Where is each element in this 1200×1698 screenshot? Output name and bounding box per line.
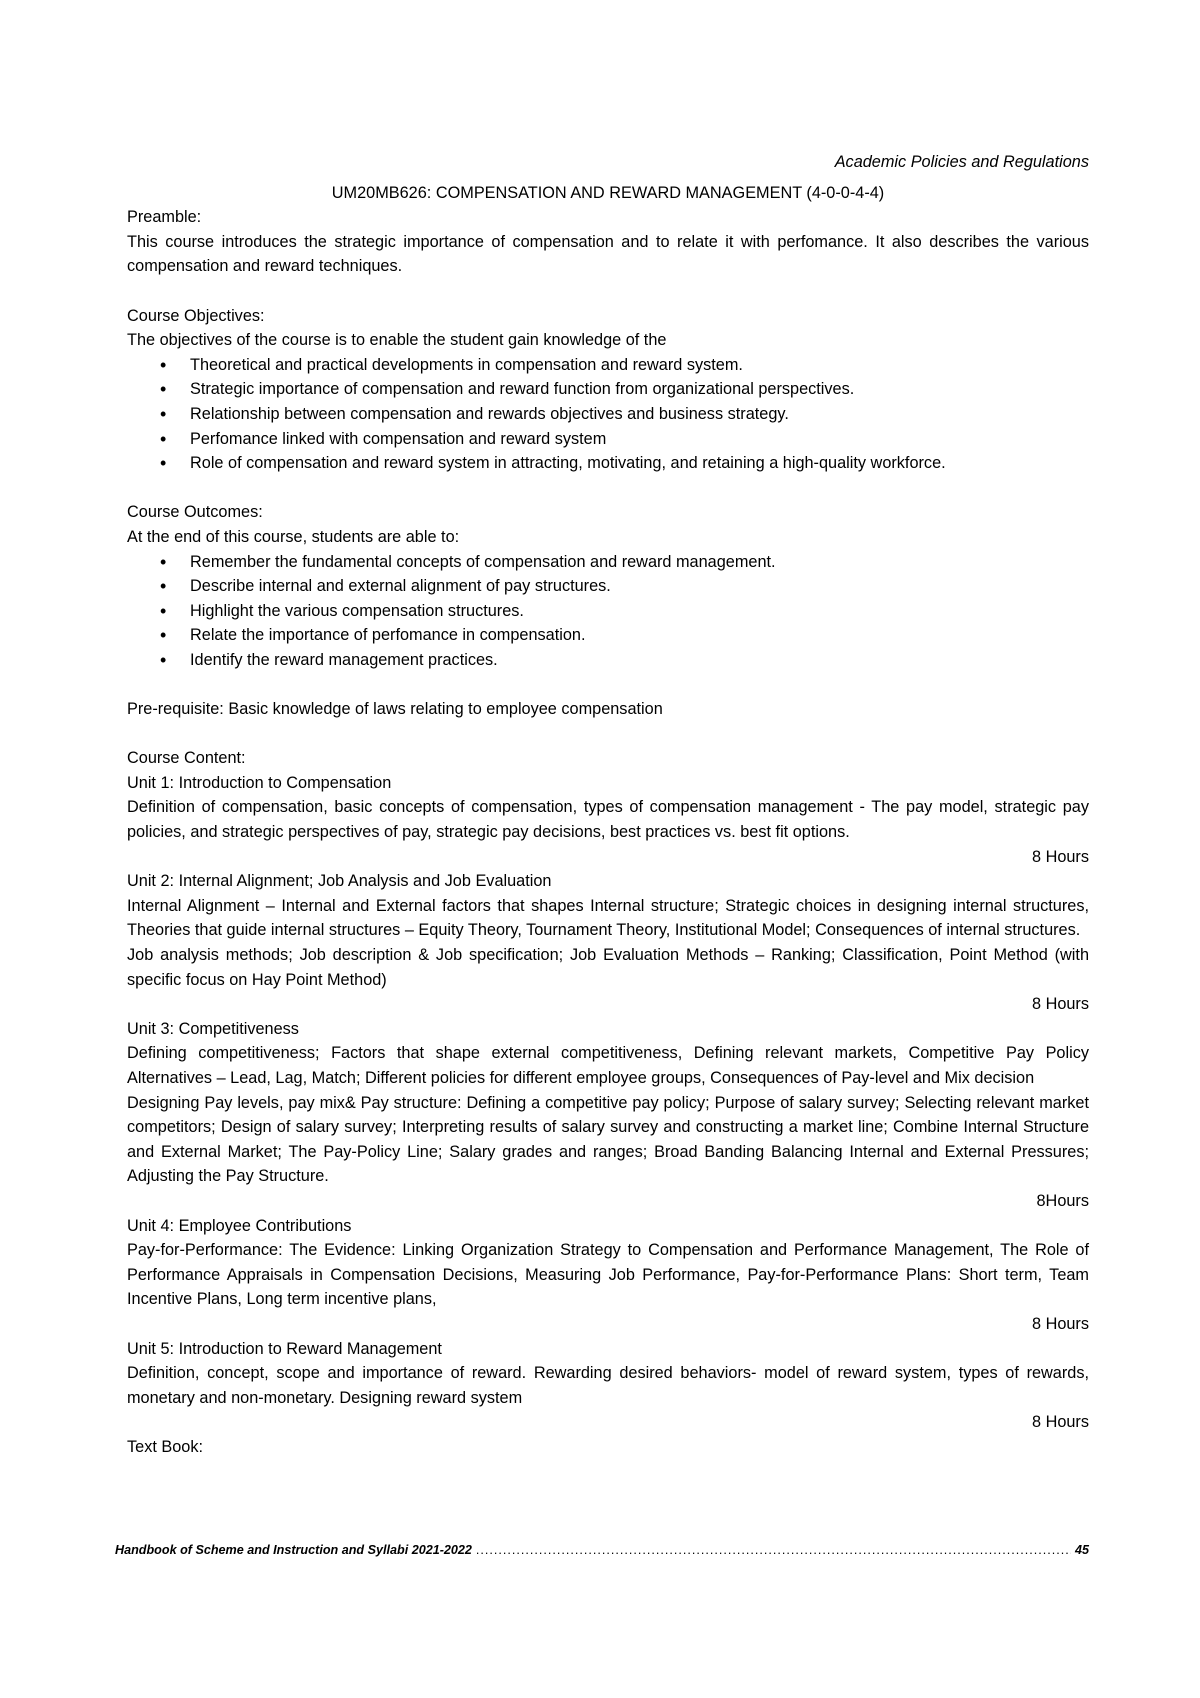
unit-hours: 8 Hours — [1031, 1314, 1089, 1333]
list-item: • Relate the importance of perfomance in compensation. — [127, 623, 1089, 648]
unit-hours: 8 Hours — [1031, 847, 1089, 866]
outcomes-intro: At the end of this course, students are able to: — [127, 527, 460, 546]
textbook-heading: Text Book: — [127, 1437, 204, 1456]
unit-1 — [127, 771, 1089, 869]
prerequisite: Pre-requisite: Basic knowledge of laws relating to employee compensation — [127, 700, 663, 719]
unit-5 — [127, 1337, 1089, 1435]
list-item: • Perfomance linked with compensation and reward system — [127, 427, 1089, 452]
objectives-list — [127, 353, 1089, 476]
outcomes-heading: Course Outcomes: — [127, 503, 263, 522]
list-item: • Describe internal and external alignment of pay structures. — [127, 574, 1089, 599]
unit-title: Unit 1: Introduction to Compensation — [127, 773, 392, 792]
page-footer — [115, 1543, 1089, 1557]
unit-paragraph: Definition of compensation, basic concepts of compensation, types of compensation management - The pay model, strategic pay policies, and strategic perspectives of pay, strategic pay decisions, best practices vs. best fit options. — [127, 798, 1089, 842]
preamble-section — [127, 205, 1089, 279]
unit-paragraph: Defining competitiveness; Factors that shape external competitiveness, Defining relevant markets, Competitive Pay Policy Alternatives – Lead, Lag, Match; Different policies for different employee groups, Consequences of Pay-level and Mix decision — [127, 1044, 1089, 1087]
unit-title: Unit 5: Introduction to Reward Management — [127, 1339, 442, 1358]
course-title: UM20MB626: COMPENSATION AND REWARD MANAGEMENT (4-0-0-4-4) — [331, 183, 885, 202]
list-item: • Identify the reward management practices. — [127, 648, 1089, 673]
unit-title: Unit 4: Employee Contributions — [127, 1216, 352, 1235]
dot-leader — [476, 1543, 1071, 1557]
outcomes-list — [127, 550, 1089, 673]
list-item: • Highlight the various compensation structures. — [127, 599, 1089, 624]
outcomes-section — [127, 500, 1089, 672]
list-item: • Relationship between compensation and rewards objectives and business strategy. — [127, 402, 1089, 427]
page-content — [127, 150, 1089, 1459]
unit-paragraph: Designing Pay levels, pay mix& Pay structure: Defining a competitive pay policy; Purpose of salary survey; Selecting relevant market competitors; Design of salary survey; Interpreting results of salary survey and constructing a market line; Combine Internal Structure and External Market; The Pay-Policy Line; Salary grades and ranges; Broad Banding Balancing Internal and External Pressures; Adjusting the Pay Structure. — [127, 1093, 1089, 1186]
unit-title: Unit 3: Competitiveness — [127, 1019, 299, 1038]
preamble-heading: Preamble: — [127, 208, 202, 227]
list-item: • Theoretical and practical developments in compensation and reward system. — [127, 353, 1089, 378]
unit-2 — [127, 869, 1089, 1017]
unit-hours: 8 Hours — [1031, 1413, 1089, 1432]
course-content-section — [127, 746, 1089, 1435]
unit-paragraph: Pay-for-Performance: The Evidence: Linking Organization Strategy to Compensation and Performance Management, The Role of Performance Appraisals in Compensation Decisions, Measuring Job Performance, Pay-for-Performance Plans: Short term, Team Incentive Plans, Long term incentive plans, — [127, 1241, 1089, 1309]
unit-hours: 8 Hours — [1031, 995, 1089, 1014]
unit-title: Unit 2: Internal Alignment; Job Analysis and Job Evaluation — [127, 872, 552, 891]
course-content-heading: Course Content: — [127, 749, 246, 768]
objectives-section — [127, 304, 1089, 476]
unit-paragraph: Job analysis methods; Job description & Job specification; Job Evaluation Methods – Ranking; Classification, Point Method (with specific focus on Hay Point Method) — [127, 946, 1089, 989]
page-number: 45 — [1074, 1543, 1089, 1557]
unit-3 — [127, 1017, 1089, 1214]
footer-text: Handbook of Scheme and Instruction and Syllabi 2021-2022 — [115, 1543, 472, 1557]
unit-paragraph: Definition, concept, scope and importance of reward. Rewarding desired behaviors- model of reward system, types of rewards, monetary and non-monetary. Designing reward system — [127, 1364, 1089, 1407]
objectives-heading: Course Objectives: — [127, 306, 265, 325]
unit-4 — [127, 1214, 1089, 1337]
objectives-intro: The objectives of the course is to enable the student gain knowledge of the — [127, 331, 667, 350]
list-item: • Role of compensation and reward system in attracting, motivating, and retaining a high-quality workforce. — [127, 451, 1089, 476]
unit-paragraph: Internal Alignment – Internal and External factors that shapes Internal structure; Strategic choices in designing internal structures, Theories that guide internal structures – Equity Theory, Tournament Theory, Institutional Model; Consequences of internal structures. — [127, 896, 1089, 940]
unit-hours: 8Hours — [1036, 1191, 1089, 1210]
list-item: • Strategic importance of compensation and reward function from organizational perspectives. — [127, 377, 1089, 402]
preamble-text: This course introduces the strategic importance of compensation and to relate it with perfomance. It also describes the various compensation and reward techniques. — [127, 232, 1089, 276]
running-header: Academic Policies and Regulations — [834, 153, 1089, 171]
list-item: • Remember the fundamental concepts of compensation and reward management. — [127, 550, 1089, 575]
